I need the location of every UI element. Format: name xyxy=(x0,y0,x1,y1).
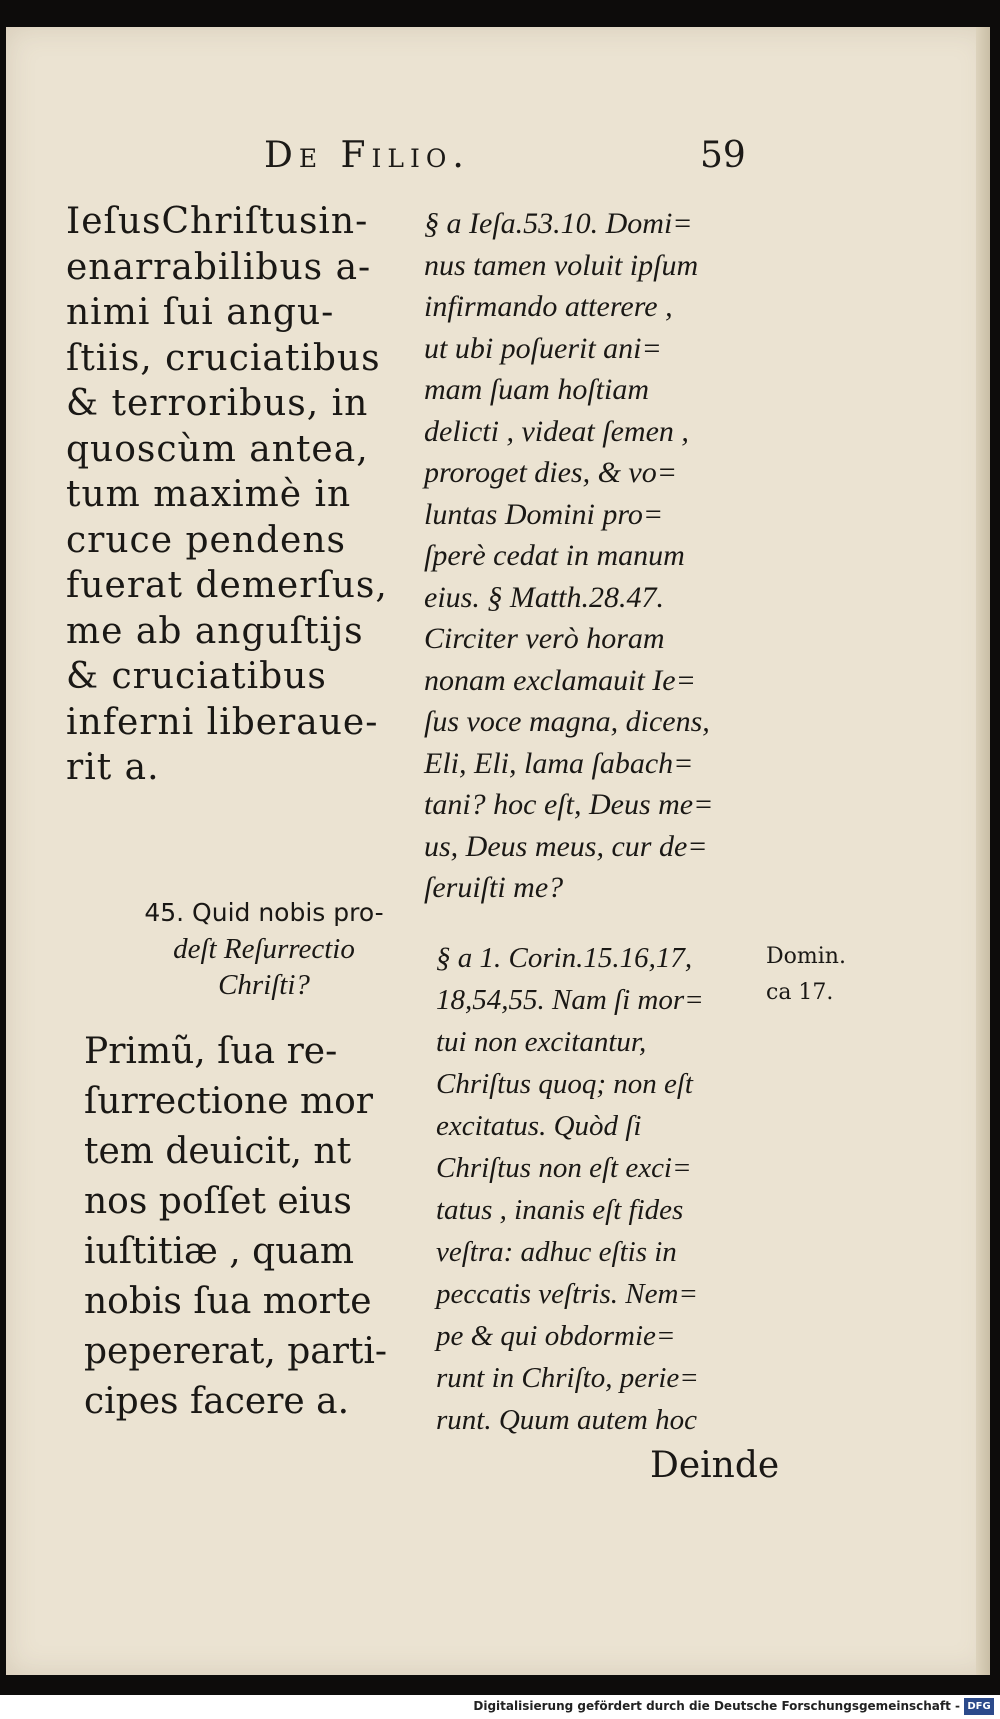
text-line: & cruciatibus xyxy=(66,656,327,697)
citation-line: nonam exclamauit Ie= xyxy=(424,663,696,697)
page-edge xyxy=(976,27,990,1675)
citation-line: us, Deus meus, cur de= xyxy=(424,829,708,863)
citation-line: delicti , videat ſemen , xyxy=(424,414,689,448)
text-line: tum maximè in xyxy=(66,474,352,515)
text-line: enarrabilibus a- xyxy=(66,246,372,288)
citation-line: Chriſtus quoq; non eſt xyxy=(436,1068,693,1100)
answer-line: Primũ, ſua re- xyxy=(84,1031,338,1072)
citation-line: pe & qui obdormie= xyxy=(436,1320,676,1352)
citation-line: tani? hoc eſt, Deus me= xyxy=(424,788,714,821)
citation-line: ſeruiſti me? xyxy=(424,871,564,904)
text-line: ſtiis, cruciatibus xyxy=(66,337,381,379)
citation-line: runt. Quum autem hoc xyxy=(436,1404,697,1436)
citation-line: nus tamen voluit ipſum xyxy=(424,248,699,282)
page-header xyxy=(6,135,990,195)
citation-line: peccatis veſtris. Nem= xyxy=(436,1278,698,1310)
citation-line: eius. § Matth.28.47. xyxy=(424,580,664,614)
running-head: De Filio. xyxy=(264,135,470,176)
citation-line: veſtra: adhuc eſtis in xyxy=(436,1236,677,1268)
citation-line: mam ſuam hoſtiam xyxy=(424,373,649,406)
answer-line: tem deuicit, nt xyxy=(84,1131,352,1172)
text-line: me ab anguſtijs xyxy=(66,610,364,652)
text-line: inferni liberaue- xyxy=(66,701,379,743)
main-text-column xyxy=(66,199,411,791)
catchword: Deinde xyxy=(650,1445,780,1486)
citation-line: proroget dies, & vo= xyxy=(424,456,677,489)
citation-line: Chriſtus non eſt exci= xyxy=(436,1152,692,1184)
catechism-answer xyxy=(84,1027,419,1427)
question-line: 45. Quid nobis pro- xyxy=(144,898,384,927)
funding-credit: Digitalisierung gefördert durch die Deutsche Forschungsgemeinschaft - xyxy=(473,1699,960,1713)
answer-line: ſurrectione mor xyxy=(84,1081,374,1122)
citation-line: infirmando atterere , xyxy=(424,290,673,323)
text-line: cruce pendens xyxy=(66,519,347,561)
citation-line: Circiter verò horam xyxy=(424,622,665,655)
answer-line: iuſtitiæ , quam xyxy=(84,1231,354,1272)
footer-bar xyxy=(0,1695,1000,1719)
scripture-citation-column xyxy=(424,203,774,909)
citation-line: 18,54,55. Nam ſi mor= xyxy=(436,984,704,1016)
page-number: 59 xyxy=(700,135,746,176)
book-page xyxy=(6,27,990,1675)
text-line: IeſusChriſtusin- xyxy=(66,201,369,242)
citation-line: luntas Domini pro= xyxy=(424,497,664,531)
answer-line: cipes facere a. xyxy=(84,1381,350,1422)
citation-line: tui non excitantur, xyxy=(436,1026,647,1058)
citation-line: ſus voce magna, dicens, xyxy=(424,705,710,738)
question-line: Chriſti? xyxy=(218,969,310,1001)
citation-line: § a 1. Corin.15.16,17, xyxy=(436,942,693,974)
citation-line: runt in Chriſto, perie= xyxy=(436,1362,699,1394)
text-line: quoscùm antea, xyxy=(66,428,369,470)
answer-line: nobis ſua morte xyxy=(84,1281,372,1322)
dfg-logo: DFG xyxy=(964,1698,994,1715)
text-line: rit a. xyxy=(66,747,160,788)
answer-line: nos poſſet eius xyxy=(84,1181,352,1222)
margin-note-line: ca 17. xyxy=(766,980,834,1005)
catechism-question xyxy=(114,895,414,1003)
citation-line: Eli, Eli, lama ſabach= xyxy=(424,746,694,780)
answer-line: pepererat, parti- xyxy=(84,1331,388,1372)
citation-line: excitatus. Quòd ſi xyxy=(436,1110,642,1142)
margin-note-line: Domin. xyxy=(766,944,846,969)
citation-line: § a Ieſa.53.10. Domi= xyxy=(424,207,693,240)
citation-line: ſperè cedat in manum xyxy=(424,539,685,572)
citation-line: tatus , inanis eſt fides xyxy=(436,1194,684,1226)
question-line: deſt Reſurrectio xyxy=(173,933,355,965)
citation-line: ut ubi poſuerit ani= xyxy=(424,331,662,365)
scripture-citation-column-2 xyxy=(436,937,776,1441)
text-line: & terroribus, in xyxy=(66,383,369,424)
margin-note xyxy=(766,939,846,1011)
text-line: nimi ſui angu- xyxy=(66,292,335,333)
text-line: fuerat demerſus, xyxy=(66,565,388,606)
